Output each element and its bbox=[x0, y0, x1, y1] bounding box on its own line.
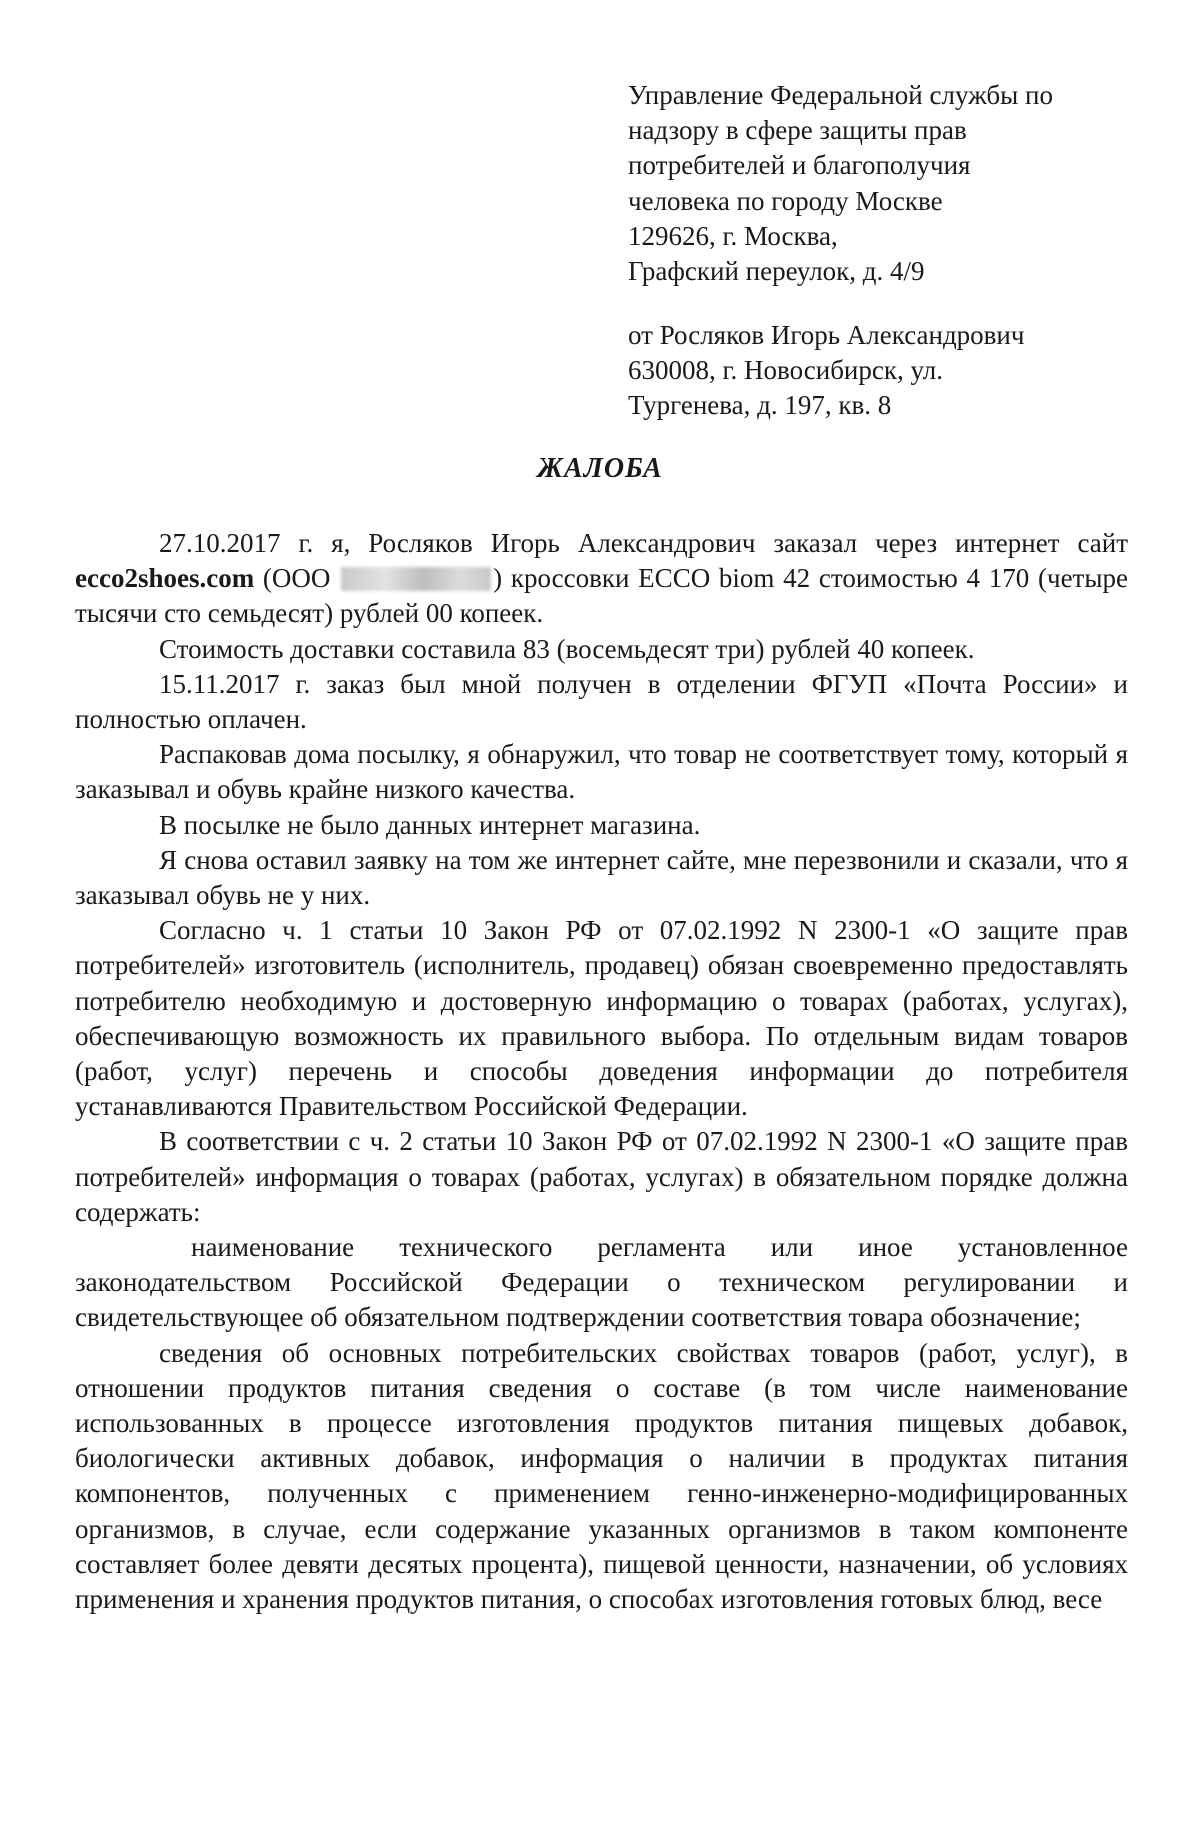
sender-line: Тургенева, д. 197, кв. 8 bbox=[628, 390, 892, 421]
sender-line: 630008, г. Новосибирск, ул. bbox=[628, 355, 944, 386]
sender-block bbox=[628, 318, 1148, 424]
org-prefix: (ООО bbox=[254, 563, 340, 594]
paragraph-law-part1: Согласно ч. 1 статьи 10 Закон РФ от 07.02.1992 N 2300-1 «О защите прав потребителей» изготовитель (исполнитель, продавец) обязан своевременно предоставлять потребителю необходимую и достоверную информацию о товарах (работах, услугах), обеспечивающую возможность их правильного выбора. По отдельным видам товаров (работ, услуг) перечень и способы доведения информации до потребителя устанавливаются Правительством Российской Федерации. bbox=[75, 915, 1128, 1122]
addressee-line: Графский переулок, д. 4/9 bbox=[628, 256, 925, 287]
website-name: ecco2shoes.com bbox=[75, 563, 255, 594]
addressee-line: потребителей и благополучия bbox=[628, 150, 971, 181]
paragraph-law-part2: В соответствии с ч. 2 статьи 10 Закон РФ от 07.02.1992 N 2300-1 «О защите прав потребителей» информация о товарах (работах, услугах) в обязательном порядке должна содержать: bbox=[75, 1126, 1128, 1227]
complaint-body bbox=[75, 526, 1128, 1617]
paragraph-no-shop-data: В посылке не было данных интернет магазина. bbox=[159, 809, 701, 840]
addressee-block bbox=[628, 78, 1148, 289]
paragraph-request: Я снова оставил заявку на том же интернет сайте, мне перезвонили и сказали, что я заказывал обувь не у них. bbox=[75, 844, 1128, 911]
redacted-org-name bbox=[341, 567, 491, 591]
paragraph-delivery: Стоимость доставки составила 83 (восемьдесят три) рублей 40 копеек. bbox=[159, 633, 975, 664]
sender-line: от Росляков Игорь Александрович bbox=[628, 320, 1025, 350]
order-text: 27.10.2017 г. я, Росляков Игорь Александрович заказал через интернет сайт bbox=[159, 528, 1128, 558]
addressee-line: Управление Федеральной службы по bbox=[628, 80, 1053, 110]
paragraph-order bbox=[75, 526, 1128, 632]
document-title: ЖАЛОБА bbox=[537, 453, 663, 484]
paragraph-unpacked: Распаковав дома посылку, я обнаружил, что товар не соответствует тому, который я заказывал и обувь крайне низкого качества. bbox=[75, 739, 1128, 805]
addressee-line: 129626, г. Москва, bbox=[628, 220, 838, 251]
paragraph-consumer-properties: сведения об основных потребительских свойствах товаров (работ, услуг), в отношении продуктов питания сведения о составе (в том числе наименование использованных в процессе изготовления продуктов питания пищевых добавок, биологически активных добавок, информация о наличии в продуктах питания компонентов, полученных с применением генно-инженерно-модифицированных организмов, в случае, если содержание указанных организмов в таком компоненте составляет более девяти десятых процента), пищевой ценности, назначении, об условиях применения и хранения продуктов питания, о способах изготовления готовых блюд, весе bbox=[75, 1337, 1128, 1615]
paragraph-regulation-name: наименование технического регламента или иное установленное законодательством Российской Федерации о техническом регулировании и свидетельствующее об обязательном подтверждении соответствия товара обозначение; bbox=[75, 1232, 1128, 1333]
addressee-line: человека по городу Москве bbox=[628, 185, 943, 216]
paragraph-received: 15.11.2017 г. заказ был мной получен в отделении ФГУП «Почта России» и полностью оплачен. bbox=[75, 668, 1128, 735]
addressee-line: надзору в сфере защиты прав bbox=[628, 115, 967, 146]
order-text-end: ) кроссовки ECCO biom 42 стоимостью 4 170 (четыре тысячи сто семьдесят) рублей 00 копеек. bbox=[75, 563, 1128, 629]
